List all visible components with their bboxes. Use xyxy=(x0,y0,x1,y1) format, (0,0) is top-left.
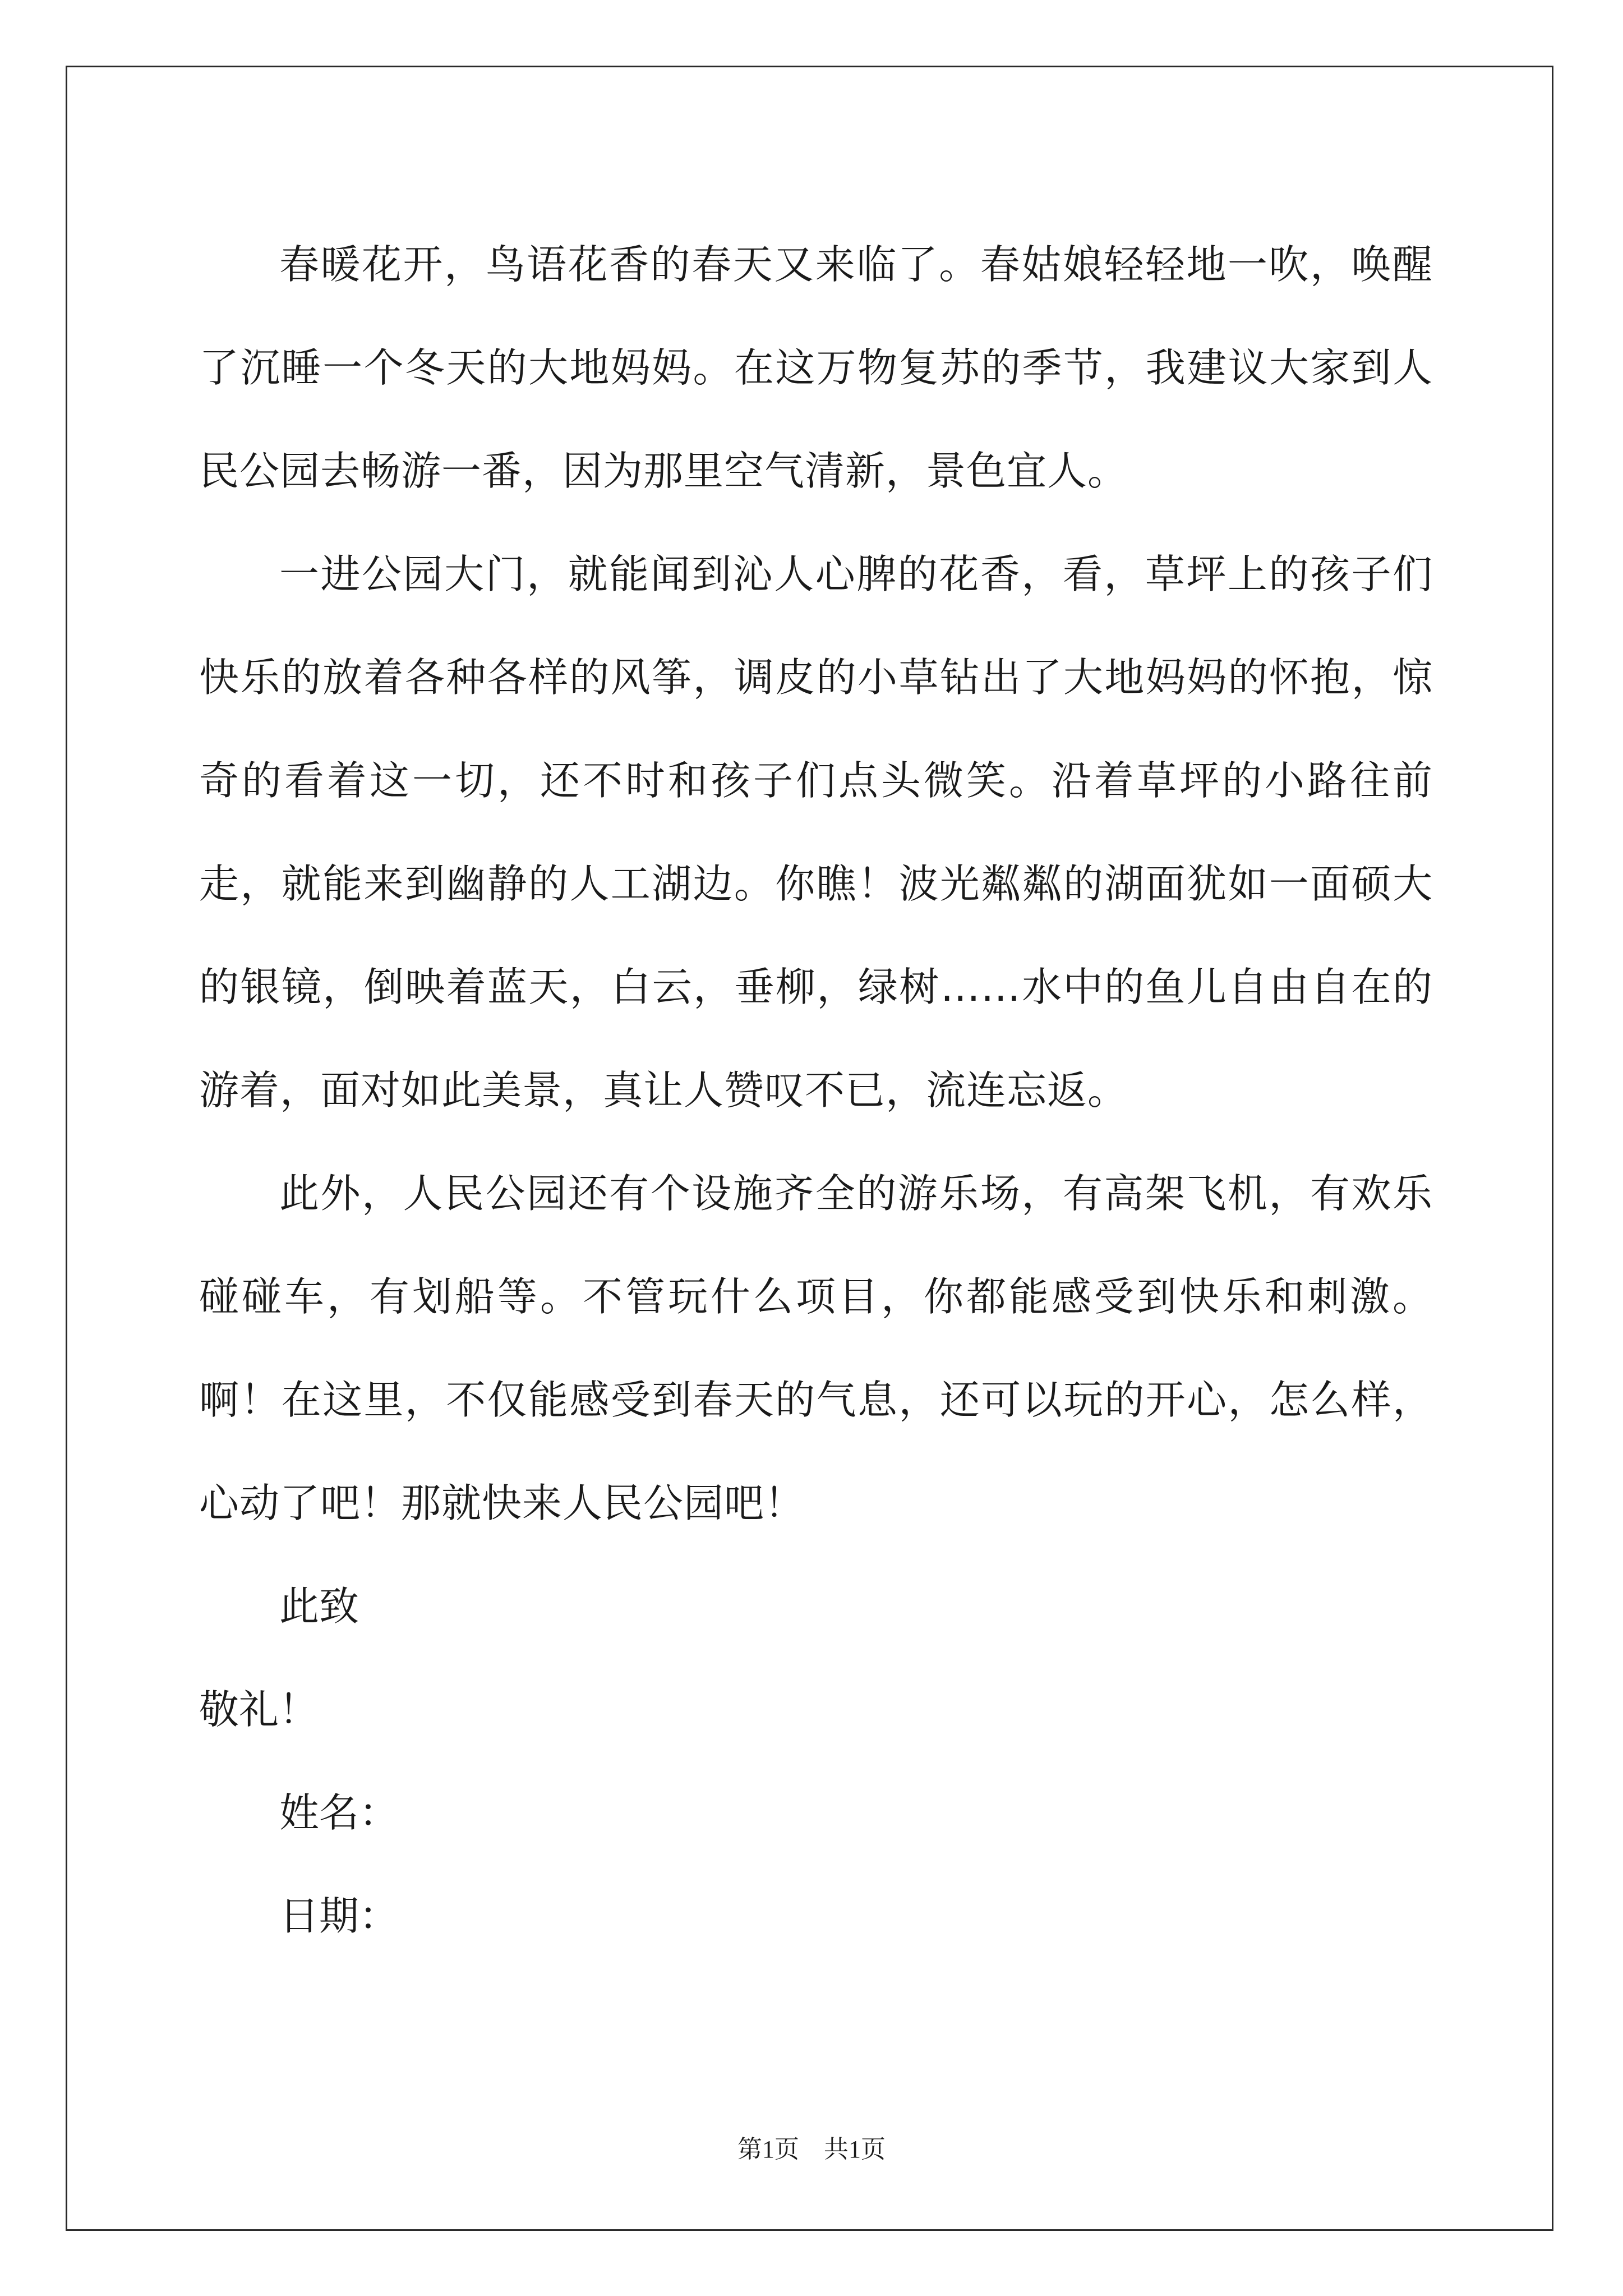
letter-body xyxy=(199,213,1433,1968)
closing-salutation: 此致 xyxy=(279,1583,359,1630)
paragraph-3: 此外，人民公园还有个设施齐全的游乐场，有高架飞机，有欢乐碰碰车，有划船等。不管玩什么项目，你都能感受到快乐和刺激。啊！在这里，不仅能感受到春天的气息，还可以玩的开心，怎么样，心动了吧！那就快来人民公园吧！ xyxy=(199,1170,1433,1526)
date-label: 日期： xyxy=(279,1893,399,1939)
paragraph-1: 春暖花开，鸟语花香的春天又来临了。春姑娘轻轻地一吹，唤醒了沉睡一个冬天的大地妈妈。在这万物复苏的季节，我建议大家到人民公园去畅游一番，因为那里空气清新，景色宜人。 xyxy=(199,241,1433,494)
paragraph-2: 一进公园大门，就能闻到沁人心脾的花香，看，草坪上的孩子们快乐的放着各种各样的风筝，调皮的小草钻出了大地妈妈的怀抱，惊奇的看着这一切，还不时和孩子们点头微笑。沿着草坪的小路往前走，就能来到幽静的人工湖边。你瞧！波光粼粼的湖面犹如一面硕大的银镜，倒映着蓝天，白云，垂柳，绿树……水中的鱼儿自由自在的游着，面对如此美景，真让人赞叹不已，流连忘返。 xyxy=(199,551,1433,1114)
closing-regards: 敬礼！ xyxy=(199,1686,319,1733)
page-footer: 第1页 共1页 xyxy=(737,2136,886,2163)
name-label: 姓名： xyxy=(279,1789,399,1836)
